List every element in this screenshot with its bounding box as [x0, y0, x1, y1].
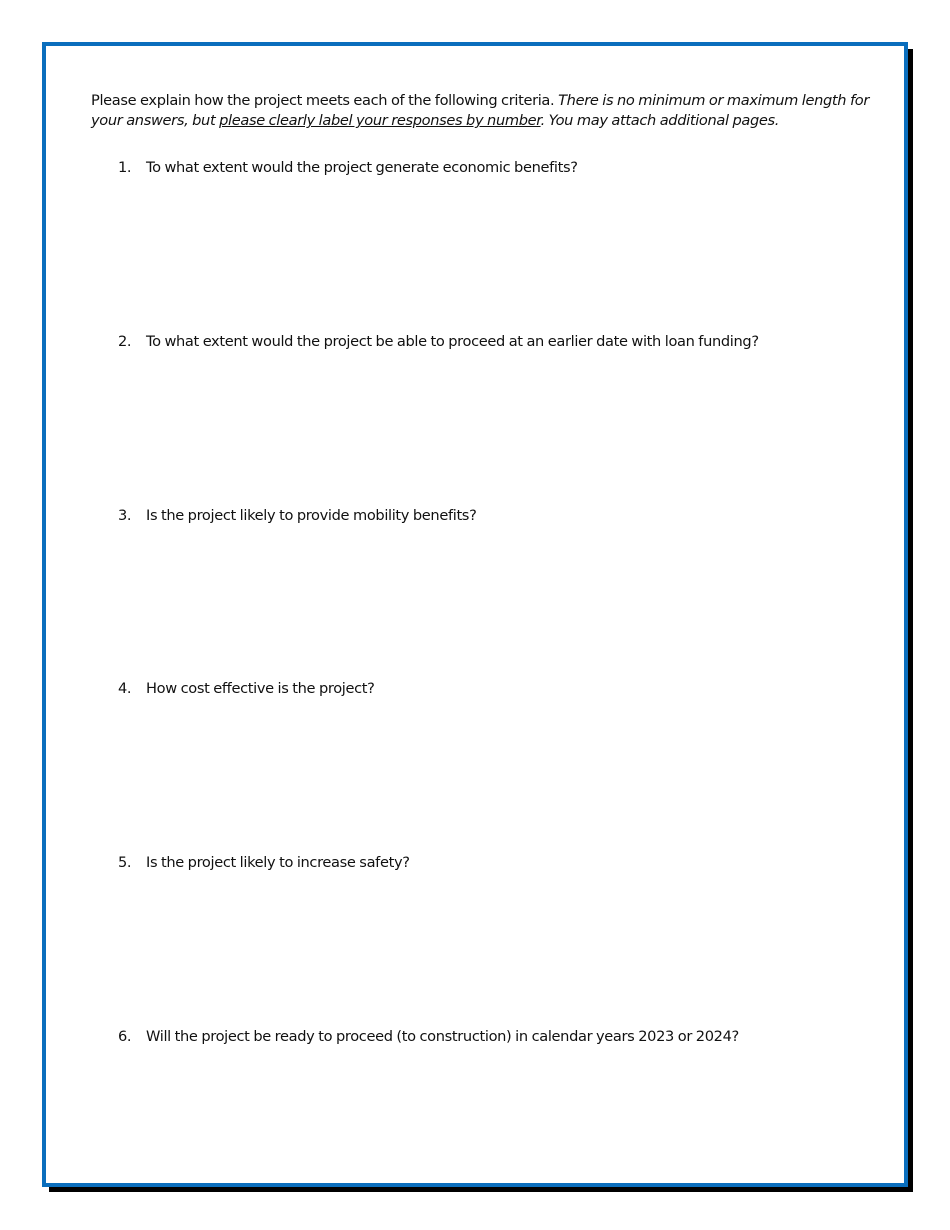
question-number: 3.: [118, 507, 132, 524]
question-text: Is the project likely to provide mobility benefits?: [146, 507, 477, 524]
question-number: 5.: [118, 854, 132, 871]
instructions-paragraph: [91, 91, 871, 131]
question-number: 2.: [118, 333, 132, 350]
question-3: [118, 506, 476, 526]
instructions-plain: Please explain how the project meets each of the following criteria.: [91, 92, 559, 109]
question-1: [118, 158, 578, 178]
question-4: [118, 679, 375, 699]
question-text: Will the project be ready to proceed (to construction) in calendar years 2023 or 2024?: [146, 1028, 739, 1045]
question-text: Is the project likely to increase safety?: [146, 854, 410, 871]
form-frame: [42, 42, 908, 1187]
question-number: 6.: [118, 1028, 132, 1045]
question-6: [118, 1027, 739, 1047]
question-text: To what extent would the project generate economic benefits?: [146, 159, 578, 176]
question-number: 1.: [118, 159, 132, 176]
question-number: 4.: [118, 680, 132, 697]
instructions-italic-2: . You may attach additional pages.: [540, 112, 780, 129]
question-5: [118, 853, 410, 873]
question-2: [118, 332, 759, 352]
instructions-underlined: please clearly label your responses by number: [219, 112, 541, 129]
question-text: How cost effective is the project?: [146, 680, 375, 697]
question-text: To what extent would the project be able to proceed at an earlier date with loan funding?: [146, 333, 759, 350]
instructions-italic-1: There is no minimum or maximum length for your answers, but: [91, 92, 869, 129]
